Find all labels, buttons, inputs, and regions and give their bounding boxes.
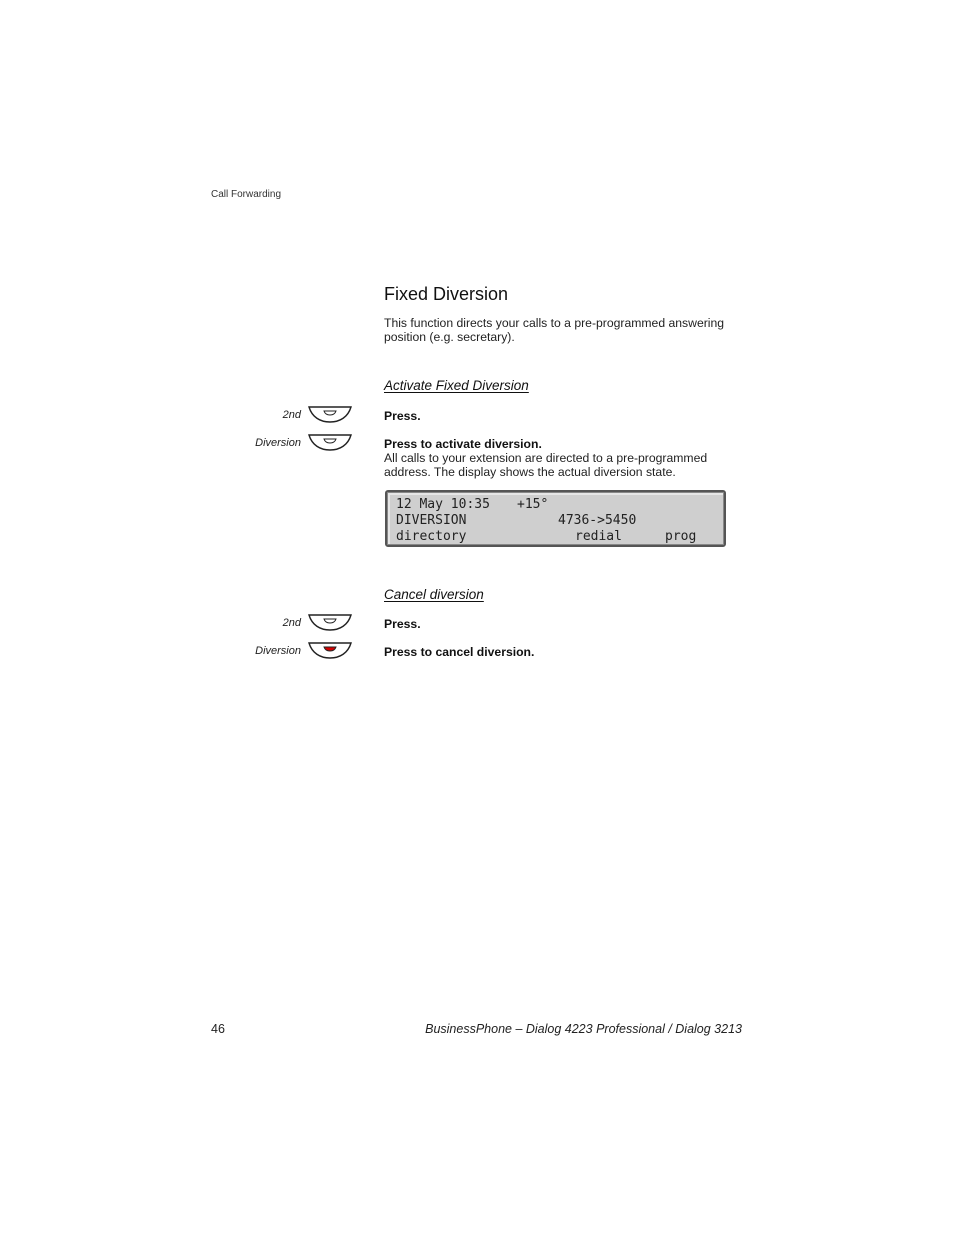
section-title: Fixed Diversion xyxy=(384,284,509,304)
step-activate-diversion xyxy=(384,437,744,479)
display-date-time: 12 May 10:35 xyxy=(396,497,490,512)
running-header: Call Forwarding xyxy=(211,189,282,200)
step-detail: All calls to your extension are directed to a pre-programmed address. The display shows the actual diversion state. xyxy=(384,451,708,479)
page-number: 46 xyxy=(211,1022,225,1036)
step-action: Press to activate diversion. xyxy=(384,437,542,451)
function-key-2nd-icon[interactable] xyxy=(307,613,353,633)
step-action: Press. xyxy=(384,409,421,423)
step-action: Press to cancel diversion. xyxy=(384,645,535,659)
key-label-diversion: Diversion xyxy=(255,645,301,657)
cancel-heading: Cancel diversion xyxy=(384,587,484,602)
soft-key-redial[interactable]: redial xyxy=(575,529,622,544)
display-diversion-value: 4736->5450 xyxy=(558,513,637,528)
diversion-key-icon[interactable] xyxy=(307,433,353,453)
display-temperature: +15° xyxy=(517,497,549,512)
step-action: Press. xyxy=(384,617,421,631)
function-key-2nd-icon[interactable] xyxy=(307,405,353,425)
footer-document-title: BusinessPhone – Dialog 4223 Professional / Dialog 3213 xyxy=(425,1022,742,1036)
display-diversion-label: DIVERSION xyxy=(396,513,467,528)
key-label-2nd: 2nd xyxy=(282,617,301,629)
diversion-key-lit-icon[interactable] xyxy=(307,641,353,661)
soft-key-prog[interactable]: prog xyxy=(665,529,697,544)
activate-heading: Activate Fixed Diversion xyxy=(384,378,529,393)
key-label-diversion: Diversion xyxy=(255,437,301,449)
phone-display xyxy=(385,490,726,547)
section-intro: This function directs your calls to a pre-programmed answering position (e.g. secretary). xyxy=(384,316,725,344)
step-press-2nd xyxy=(384,617,744,631)
key-label-2nd: 2nd xyxy=(282,409,301,421)
soft-key-directory[interactable]: directory xyxy=(396,529,467,544)
step-cancel-diversion xyxy=(384,645,744,659)
step-press-2nd xyxy=(384,409,744,423)
